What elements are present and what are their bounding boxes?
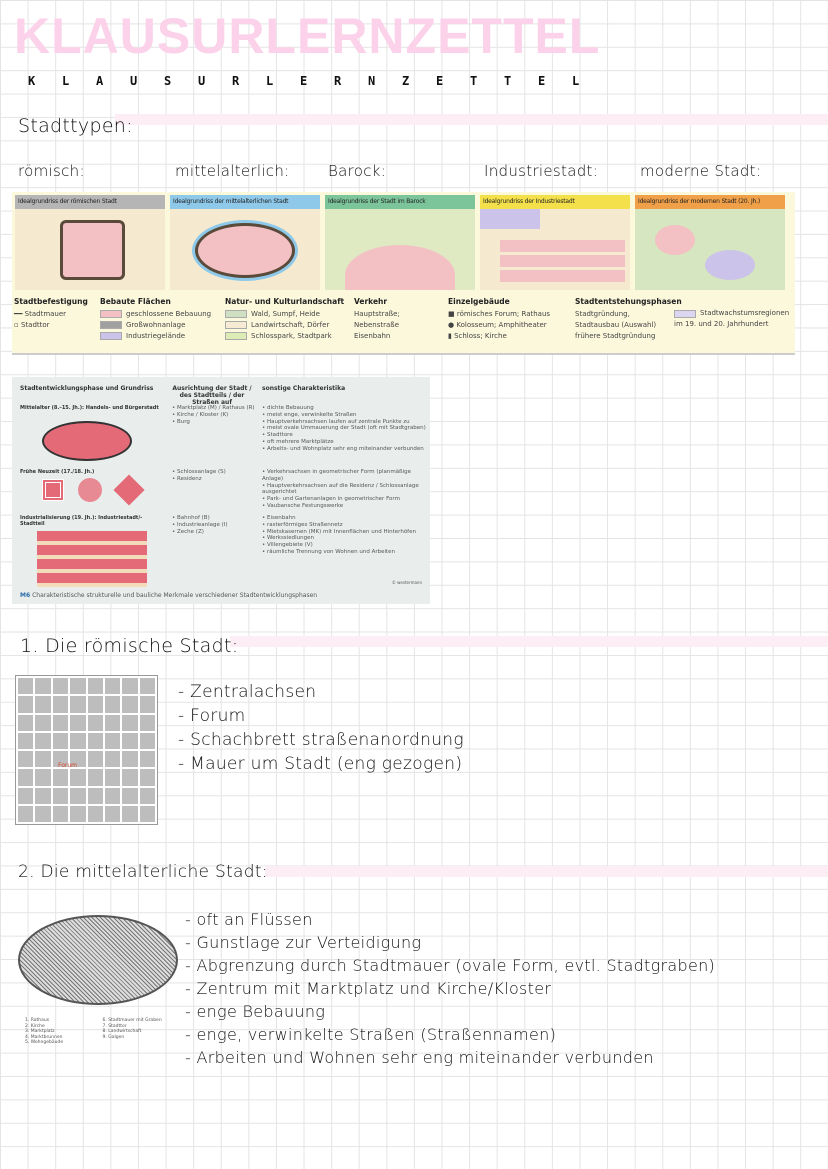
legend-entry: 6. Stadtmauer mit Graben <box>102 1018 162 1023</box>
housing-blocks <box>500 240 625 285</box>
merkmal-item: • meist enge, verwinkelte Straßen <box>262 411 357 418</box>
roman-grid-plan <box>15 675 158 825</box>
phase-label: Mittelalter (8.–15. Jh.): Handels- und Bürgerstadt <box>20 405 159 411</box>
grid-block <box>18 715 33 731</box>
title-letter: R <box>334 74 342 88</box>
merkmal-item: • Hauptverkehrsachsen laufen auf zentrale Punkte zu <box>262 418 410 425</box>
grid-block <box>53 696 68 712</box>
grid-block <box>35 751 50 767</box>
industrial-plan <box>37 531 147 587</box>
grid-block <box>140 696 155 712</box>
legend-entry: 8. Landwirtschaft <box>102 1029 142 1034</box>
panel-medieval <box>170 195 320 290</box>
title-letter: U <box>130 74 138 88</box>
column-header: Ausrichtung der Stadt / des Stadtteils / der Straßen auf <box>172 385 252 406</box>
bullet-item: - Gunstlage zur Verteidigung <box>185 933 422 952</box>
baroque-plan-circle <box>78 478 102 502</box>
grid-block <box>140 715 155 731</box>
industrial-area <box>480 209 540 229</box>
ausrichtung-item: • Bahnhof (B) <box>172 515 210 521</box>
title-letter: L <box>572 74 580 88</box>
grid-block <box>122 678 137 694</box>
panel-title: Idealgrundriss der Stadt im Barock <box>325 195 475 209</box>
grid-block <box>122 751 137 767</box>
panel-roman <box>15 195 165 290</box>
grid-block <box>105 715 120 731</box>
title-letter: A <box>96 74 104 88</box>
section2-bullets <box>185 908 715 1069</box>
grid-block <box>122 769 137 785</box>
legend-label: Stadtwachstumsregionen im 19. und 20. Jahrhundert <box>674 309 790 328</box>
grid-block <box>88 769 103 785</box>
ausrichtung-item: • Kirche / Kloster (K) <box>172 411 229 418</box>
column-header: Stadtentwicklungsphase und Grundriss <box>20 385 154 392</box>
grid-block <box>70 715 85 731</box>
legend-item: ▮ Schloss; Kirche <box>448 332 507 340</box>
highlight-bar <box>265 866 828 877</box>
grid-block <box>140 769 155 785</box>
title-letter: N <box>368 74 376 88</box>
credit: © westermann <box>391 580 422 585</box>
title-letter: L <box>62 74 70 88</box>
bullet-item: - oft an Flüssen <box>185 910 313 929</box>
merkmal-item: • oft mehrere Marktplätze <box>262 438 334 445</box>
grid-block <box>70 788 85 804</box>
legend-label: Industriegelände <box>126 332 186 340</box>
grid-block <box>70 678 85 694</box>
forum-label: Forum <box>58 762 78 769</box>
merkmal-item: • räumliche Trennung von Wohnen und Arbeiten <box>262 548 396 555</box>
section1-heading: 1. Die römische Stadt: <box>20 635 239 657</box>
ausrichtung-list <box>172 469 257 483</box>
merkmal-item: • Park- und Gartenanlagen in geometrischer Form <box>262 496 400 503</box>
grid-block <box>70 696 85 712</box>
panel-title: Idealgrundriss der römischen Stadt <box>15 195 165 209</box>
legend-label: Stadttor <box>20 321 50 329</box>
legend-verkehr <box>354 296 442 342</box>
label-industriestadt: Industriestadt: <box>484 162 599 180</box>
bullet-item: - enge, verwinkelte Straßen (Straßennamen) <box>185 1025 557 1044</box>
legend-item <box>100 309 220 320</box>
bullet-item: - Zentralachsen <box>178 682 317 702</box>
ausrichtung-list <box>172 515 257 535</box>
legend-phasen <box>575 296 682 342</box>
legend-label: Kolosseum; Amphitheater <box>456 321 547 329</box>
grid-block <box>35 733 50 749</box>
grid-block <box>70 806 85 822</box>
grid-block <box>18 769 33 785</box>
title-letter: U <box>198 74 206 88</box>
legend-entry: 3. Marktplatz <box>25 1029 55 1034</box>
bullet-item: - Mauer um Stadt (eng gezogen) <box>178 754 463 774</box>
legend-item <box>100 320 220 331</box>
grid-block <box>35 769 50 785</box>
grid-block <box>18 806 33 822</box>
title-letter: E <box>538 74 546 88</box>
grid-block <box>105 806 120 822</box>
grid-block <box>53 806 68 822</box>
grid-block <box>35 788 50 804</box>
grid-block <box>35 696 50 712</box>
grid-block <box>88 715 103 731</box>
title-letter: T <box>504 74 512 88</box>
legend-item: ■ römisches Forum; Rathaus <box>448 310 551 318</box>
title-letter: L <box>266 74 274 88</box>
legend-item <box>225 320 350 331</box>
merkmal-item: • dichte Bebauung <box>262 405 314 411</box>
legend-item: ▫ Stadttor <box>14 321 50 329</box>
column-header: sonstige Charakteristika <box>262 385 346 392</box>
ausrichtung-item: • Burg <box>172 418 190 425</box>
legend-einzel <box>448 296 570 342</box>
merkmal-item: • Eisenbahn <box>262 515 296 521</box>
grid-block <box>53 678 68 694</box>
legend-title: Stadtbefestigung <box>14 297 88 306</box>
grid-block <box>105 788 120 804</box>
merkmal-item: • Mietskasernen (MK) mit Innenflächen und Hinterhöfen <box>262 528 416 535</box>
grid-block <box>18 788 33 804</box>
grid-block <box>122 733 137 749</box>
panel-industrial <box>480 195 630 290</box>
legend-item <box>225 309 350 320</box>
merkmale-list <box>262 469 427 510</box>
baroque-plan-square <box>42 479 64 501</box>
bullet-item: - Forum <box>178 706 246 726</box>
label-roemisch: römisch: <box>18 162 85 180</box>
legend-label: Schlosspark, Stadtpark <box>251 332 332 340</box>
grid-block <box>122 696 137 712</box>
bullet-item: - Abgrenzung durch Stadtmauer (ovale Form, evtl. Stadtgraben) <box>185 956 716 975</box>
legend-wachstum <box>674 308 792 330</box>
grid-block <box>140 733 155 749</box>
grid-block <box>140 806 155 822</box>
label-barock: Barock: <box>328 162 387 180</box>
illustration-legend <box>25 1018 175 1046</box>
phase-label: Frühe Neuzeit (17./18. Jh.) <box>20 469 95 475</box>
grid-block <box>122 715 137 731</box>
merkmal-item: • Hauptverkehrsachsen auf die Residenz / Schlossanlage ausgerichtet <box>262 482 419 496</box>
legend-item <box>225 331 350 342</box>
ausrichtung-item: • Zeche (Z) <box>172 528 204 535</box>
legend-bebaute <box>100 296 220 342</box>
ausrichtung-list <box>172 405 257 425</box>
legend-label: Landwirtschaft, Dörfer <box>251 321 330 329</box>
legend-item: Stadtgründung, Stadtausbau (Auswahl) <box>575 310 657 329</box>
caption: Charakteristische strukturelle und bauliche Merkmale verschiedener Stadtentwicklungsphasen <box>32 592 318 599</box>
legend-title: Bebaute Flächen <box>100 297 171 306</box>
title-letter: Z <box>402 74 410 88</box>
merkmal-item: • Arbeits- und Wohnplatz sehr eng miteinander verbunden <box>262 445 424 452</box>
title-letter: S <box>164 74 172 88</box>
medieval-city-illustration <box>18 915 178 1005</box>
grid-block <box>140 678 155 694</box>
legend-label: Wald, Sumpf, Heide <box>251 310 320 318</box>
grid-block <box>35 806 50 822</box>
phase-label: Industrialisierung (19. Jh.): Industriestadt/-Stadtteil <box>20 515 143 527</box>
legend-item: ━━ Stadtmauer <box>14 310 67 318</box>
baroque-city-shape <box>345 245 455 290</box>
label-mittelalterlich: mittelalterlich: <box>175 162 290 180</box>
stadtentwicklung-figure <box>12 377 430 604</box>
panel-title: Idealgrundriss der modernen Stadt (20. Jh.) <box>635 195 785 209</box>
grid-block <box>88 788 103 804</box>
grid-block <box>88 696 103 712</box>
title-letter: E <box>436 74 444 88</box>
stadttypen-heading: Stadttypen: <box>18 115 133 137</box>
section2-heading: 2. Die mittelalterliche Stadt: <box>18 862 268 882</box>
panel-title: Idealgrundriss der mittelalterlichen Stadt <box>170 195 320 209</box>
grid-block <box>53 769 68 785</box>
grid-block <box>35 715 50 731</box>
highlight-bar <box>115 114 828 125</box>
grid-block <box>140 788 155 804</box>
grid-block <box>105 733 120 749</box>
legend-item: ● Kolosseum; Amphitheater <box>448 321 547 329</box>
grid-block <box>35 678 50 694</box>
ausrichtung-item: • Marktplatz (M) / Rathaus (R) <box>172 405 255 411</box>
legend-item: Eisenbahn <box>354 332 391 340</box>
grid-block <box>88 751 103 767</box>
legend-natur <box>225 296 350 342</box>
legend-entry: 4. Marktbrunnen <box>25 1034 63 1040</box>
ausrichtung-item: • Industrieanlage (I) <box>172 521 228 528</box>
grid-block <box>18 678 33 694</box>
idealgrundriss-figure <box>12 192 795 355</box>
grid-block <box>53 733 68 749</box>
baroque-plan-star <box>113 474 144 505</box>
merkmal-item: • Verkehrsachsen in geometrischer Form (planmäßige Anlage) <box>262 469 412 482</box>
grid-block <box>122 806 137 822</box>
grid-block <box>18 733 33 749</box>
legend-title: Stadtentstehungsphasen <box>575 297 682 306</box>
grid-block <box>122 788 137 804</box>
title-letter: E <box>300 74 308 88</box>
legend-item: frühere Stadtgründung <box>575 332 656 340</box>
legend-label: Schloss; Kirche <box>454 332 507 340</box>
legend-stadtbefestigung <box>14 296 96 331</box>
title-letters <box>28 74 606 88</box>
grid-block <box>70 769 85 785</box>
highlight-bar <box>230 636 828 647</box>
legend-label: Großwohnanlage <box>126 321 186 329</box>
medieval-city-shape <box>195 223 295 278</box>
legend-label: römisches Forum; Rathaus <box>456 310 551 318</box>
legend-title: Einzelgebäude <box>448 297 510 306</box>
label-moderne-stadt: moderne Stadt: <box>640 162 762 180</box>
merkmal-item: • Werkssiedlungen <box>262 535 314 542</box>
title-letter: T <box>470 74 478 88</box>
grid-block <box>105 678 120 694</box>
section1-bullets <box>178 680 464 776</box>
caption-label: M6 <box>20 592 31 599</box>
title-letter: R <box>232 74 240 88</box>
modern-area <box>705 250 755 280</box>
bullet-item: - Arbeiten und Wohnen sehr eng miteinander verbunden <box>185 1048 654 1067</box>
grid-block <box>105 769 120 785</box>
legend-item: Hauptstraße; Nebenstraße <box>354 310 400 329</box>
merkmal-item: • Vaubansche Festungswerke <box>262 502 344 509</box>
grid-block <box>53 788 68 804</box>
legend-entry: 9. Galgen <box>102 1034 125 1040</box>
panel-title: Idealgrundriss der Industriestadt <box>480 195 630 209</box>
merkmal-item: • Stadttore <box>262 432 293 439</box>
legend-label: geschlossene Bebauung <box>126 310 212 318</box>
title-letter: K <box>28 74 36 88</box>
legend-title: Natur- und Kulturlandschaft <box>225 297 345 306</box>
legend-item <box>100 331 220 342</box>
legend-entry: 1. Rathaus <box>25 1018 50 1023</box>
legend-entry: 5. Wohngebäude <box>25 1040 64 1045</box>
panel-baroque <box>325 195 475 290</box>
merkmal-item: • meist ovale Ummauerung der Stadt (oft mit Stadtgraben) <box>262 425 426 432</box>
grid-block <box>88 733 103 749</box>
modern-area <box>655 225 695 255</box>
ausrichtung-item: • Residenz <box>172 475 202 482</box>
grid-block <box>70 733 85 749</box>
legend-label: Stadtmauer <box>24 310 67 318</box>
legend-entry: 7. Stadttor <box>102 1023 127 1029</box>
grid-block <box>105 696 120 712</box>
bullet-item: - Zentrum mit Marktplatz und Kirche/Kloster <box>185 979 552 998</box>
title-background: KLAUSURLERNZETTEL <box>14 8 601 64</box>
grid-block <box>88 806 103 822</box>
merkmal-item: • Villengebiete (V) <box>262 542 313 549</box>
legend-entry: 2. Kirche <box>25 1023 45 1029</box>
medieval-plan <box>42 421 132 461</box>
grid-block <box>88 678 103 694</box>
bullet-item: - enge Bebauung <box>185 1002 326 1021</box>
merkmale-list <box>262 405 427 453</box>
bullet-item: - Schachbrett straßenanordnung <box>178 730 464 750</box>
roman-city-shape <box>60 220 125 280</box>
grid-block <box>105 751 120 767</box>
merkmal-item: • rasterförmiges Straßennetz <box>262 521 343 528</box>
grid-block <box>18 696 33 712</box>
grid-block <box>53 715 68 731</box>
merkmale-list <box>262 515 427 556</box>
legend-title: Verkehr <box>354 297 388 306</box>
panel-modern <box>635 195 785 290</box>
grid-block <box>18 751 33 767</box>
grid-block <box>140 751 155 767</box>
ausrichtung-item: • Schlossanlage (S) <box>172 469 226 475</box>
